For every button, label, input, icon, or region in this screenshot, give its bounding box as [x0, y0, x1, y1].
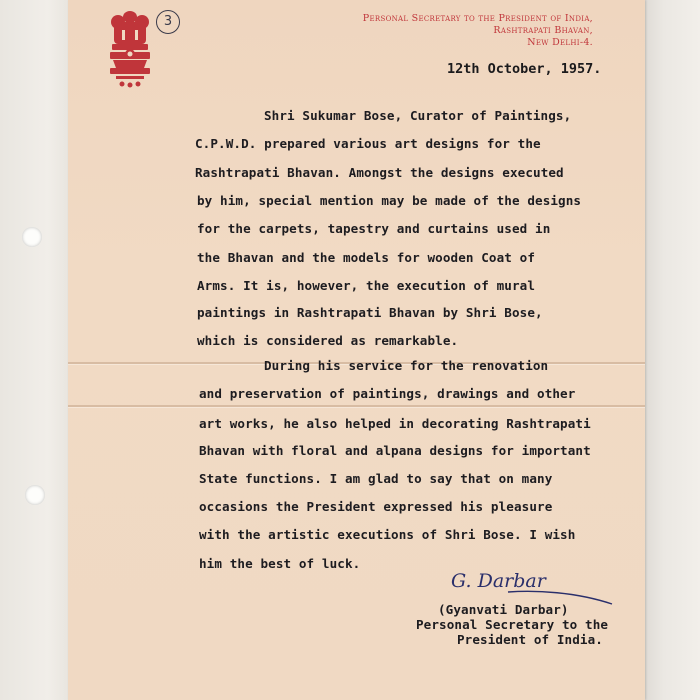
body-line: Arms. It is, however, the execution of mural: [197, 278, 536, 293]
letterhead: [363, 13, 593, 49]
signatory-name: (Gyanvati Darbar): [438, 602, 569, 617]
letterhead-line-3: New Delhi-4.: [527, 37, 593, 48]
letter-date: 12th October, 1957.: [447, 61, 602, 77]
signatory-title-2: President of India.: [457, 632, 603, 647]
body-line: with the artistic executions of Shri Bose. I wish: [199, 527, 576, 542]
national-emblem-icon: [104, 8, 156, 94]
punch-hole-icon: [22, 227, 42, 247]
handwritten-signature: G. Darbar: [451, 570, 546, 592]
letterhead-line-1: Personal Secretary to the President of India,: [362, 13, 593, 24]
body-line: occasions the President expressed his pleasure: [199, 499, 553, 514]
body-line: art works, he also helped in decorating Rashtrapati: [199, 416, 591, 431]
body-line: paintings in Rashtrapati Bhavan by Shri Bose,: [197, 305, 543, 320]
body-line: for the carpets, tapestry and curtains used in: [197, 221, 551, 236]
body-line: During his service for the renovation: [264, 358, 549, 373]
body-line: C.P.W.D. prepared various art designs for the: [195, 136, 541, 151]
body-line: Bhavan with floral and alpana designs for important: [199, 443, 591, 458]
body-line: by him, special mention may be made of the designs: [197, 193, 582, 208]
body-line: which is considered as remarkable.: [197, 333, 459, 348]
page-number: 3: [156, 10, 180, 34]
punch-hole-icon: [25, 485, 45, 505]
fold-crease: [68, 405, 645, 407]
letter-page: [68, 0, 645, 700]
letterhead-line-2: Rashtrapati Bhavan,: [493, 25, 593, 36]
signatory-title-1: Personal Secretary to the: [416, 617, 609, 632]
body-line: State functions. I am glad to say that on many: [199, 471, 553, 486]
adjacent-sheet: [640, 0, 700, 700]
body-line: Rashtrapati Bhavan. Amongst the designs executed: [195, 165, 564, 180]
body-line: and preservation of paintings, drawings and other: [199, 386, 576, 401]
body-line: the Bhavan and the models for wooden Coat of: [197, 250, 536, 265]
body-line: Shri Sukumar Bose, Curator of Paintings,: [264, 108, 572, 123]
body-line: him the best of luck.: [199, 556, 361, 571]
